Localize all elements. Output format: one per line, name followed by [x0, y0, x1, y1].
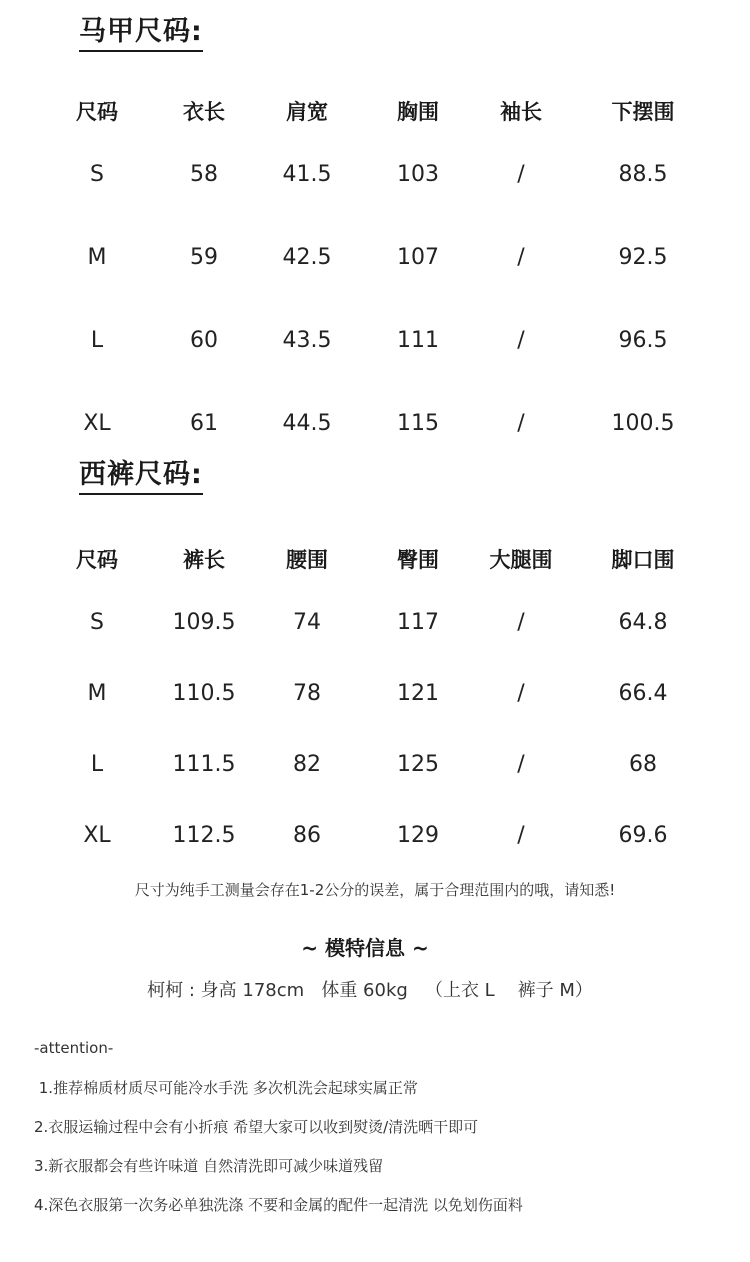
table-cell: 103 — [397, 162, 439, 187]
table-row — [0, 409, 750, 439]
table-header-row — [0, 545, 750, 575]
table-cell: / — [517, 328, 525, 353]
table-cell: 109.5 — [172, 610, 236, 635]
header-shoulder: 肩宽 — [286, 100, 328, 124]
table-cell: 41.5 — [282, 162, 332, 187]
table-cell: 61 — [190, 411, 218, 436]
table-row — [0, 326, 750, 356]
table-cell: 66.4 — [618, 681, 668, 706]
table-cell: 107 — [397, 245, 439, 270]
table-cell: / — [517, 162, 525, 187]
table-cell: 69.6 — [618, 823, 668, 848]
table-cell: 59 — [190, 245, 218, 270]
header-size: 尺码 — [76, 548, 118, 572]
header-size: 尺码 — [76, 100, 118, 124]
table-header-row — [0, 97, 750, 127]
header-hip: 臀围 — [397, 548, 439, 572]
table-cell: 58 — [190, 162, 218, 187]
attention-item: 1.推荐棉质材质尽可能冷水手洗 多次机洗会起球实属正常 — [34, 1079, 418, 1097]
header-length: 裤长 — [183, 548, 225, 572]
table-cell: / — [517, 823, 525, 848]
table-cell: M — [87, 245, 107, 270]
table-cell: XL — [83, 823, 111, 848]
table-cell: / — [517, 411, 525, 436]
vest-size-title: 马甲尺码: — [79, 16, 203, 52]
header-leg-opening: 脚口围 — [611, 548, 675, 572]
table-cell: 43.5 — [282, 328, 332, 353]
table-cell: L — [90, 328, 104, 353]
table-row — [0, 608, 750, 638]
table-cell: M — [87, 681, 107, 706]
pants-size-title: 西裤尺码: — [79, 459, 203, 495]
table-cell: 60 — [190, 328, 218, 353]
measurement-note: 尺寸为纯手工测量会存在1-2公分的误差，属于合理范围内的哦，请知悉! — [134, 881, 616, 899]
table-cell: 129 — [397, 823, 439, 848]
header-waist: 腰围 — [286, 548, 328, 572]
table-cell: 100.5 — [611, 411, 675, 436]
header-chest: 胸围 — [397, 100, 439, 124]
table-cell: 92.5 — [618, 245, 668, 270]
table-cell: / — [517, 681, 525, 706]
table-cell: 96.5 — [618, 328, 668, 353]
table-cell: 74 — [293, 610, 321, 635]
model-info-text: 柯柯 : 身高 178cm 体重 60kg （上衣 L 裤子 M） — [147, 980, 593, 1001]
table-cell: XL — [83, 411, 111, 436]
table-cell: / — [517, 610, 525, 635]
table-row — [0, 750, 750, 780]
table-cell: S — [90, 610, 104, 635]
table-cell: 82 — [293, 752, 321, 777]
table-cell: 110.5 — [172, 681, 236, 706]
table-cell: S — [90, 162, 104, 187]
header-sleeve: 袖长 — [500, 100, 542, 124]
table-cell: 88.5 — [618, 162, 668, 187]
header-length: 衣长 — [183, 100, 225, 124]
table-cell: / — [517, 752, 525, 777]
table-cell: / — [517, 245, 525, 270]
table-cell: 64.8 — [618, 610, 668, 635]
table-row — [0, 160, 750, 190]
table-cell: L — [90, 752, 104, 777]
model-info-title: ~ 模特信息 ~ — [301, 936, 429, 960]
table-cell: 117 — [397, 610, 439, 635]
table-cell: 44.5 — [282, 411, 332, 436]
table-cell: 115 — [397, 411, 439, 436]
table-row — [0, 821, 750, 851]
table-cell: 111.5 — [172, 752, 236, 777]
table-cell: 42.5 — [282, 245, 332, 270]
table-cell: 78 — [293, 681, 321, 706]
table-cell: 121 — [397, 681, 439, 706]
attention-item: 4.深色衣服第一次务必单独洗涤 不要和金属的配件一起清洗 以免划伤面料 — [34, 1196, 523, 1214]
table-cell: 112.5 — [172, 823, 236, 848]
table-row — [0, 679, 750, 709]
attention-item: 3.新衣服都会有些许味道 自然清洗即可减少味道残留 — [34, 1157, 384, 1175]
table-row — [0, 243, 750, 273]
header-hem: 下摆围 — [611, 100, 675, 124]
table-cell: 125 — [397, 752, 439, 777]
table-cell: 111 — [397, 328, 439, 353]
table-cell: 86 — [293, 823, 321, 848]
header-thigh: 大腿围 — [489, 548, 553, 572]
attention-heading: -attention- — [34, 1039, 114, 1057]
table-cell: 68 — [629, 752, 657, 777]
attention-item: 2.衣服运输过程中会有小折痕 希望大家可以收到熨烫/清洗晒干即可 — [34, 1118, 479, 1136]
